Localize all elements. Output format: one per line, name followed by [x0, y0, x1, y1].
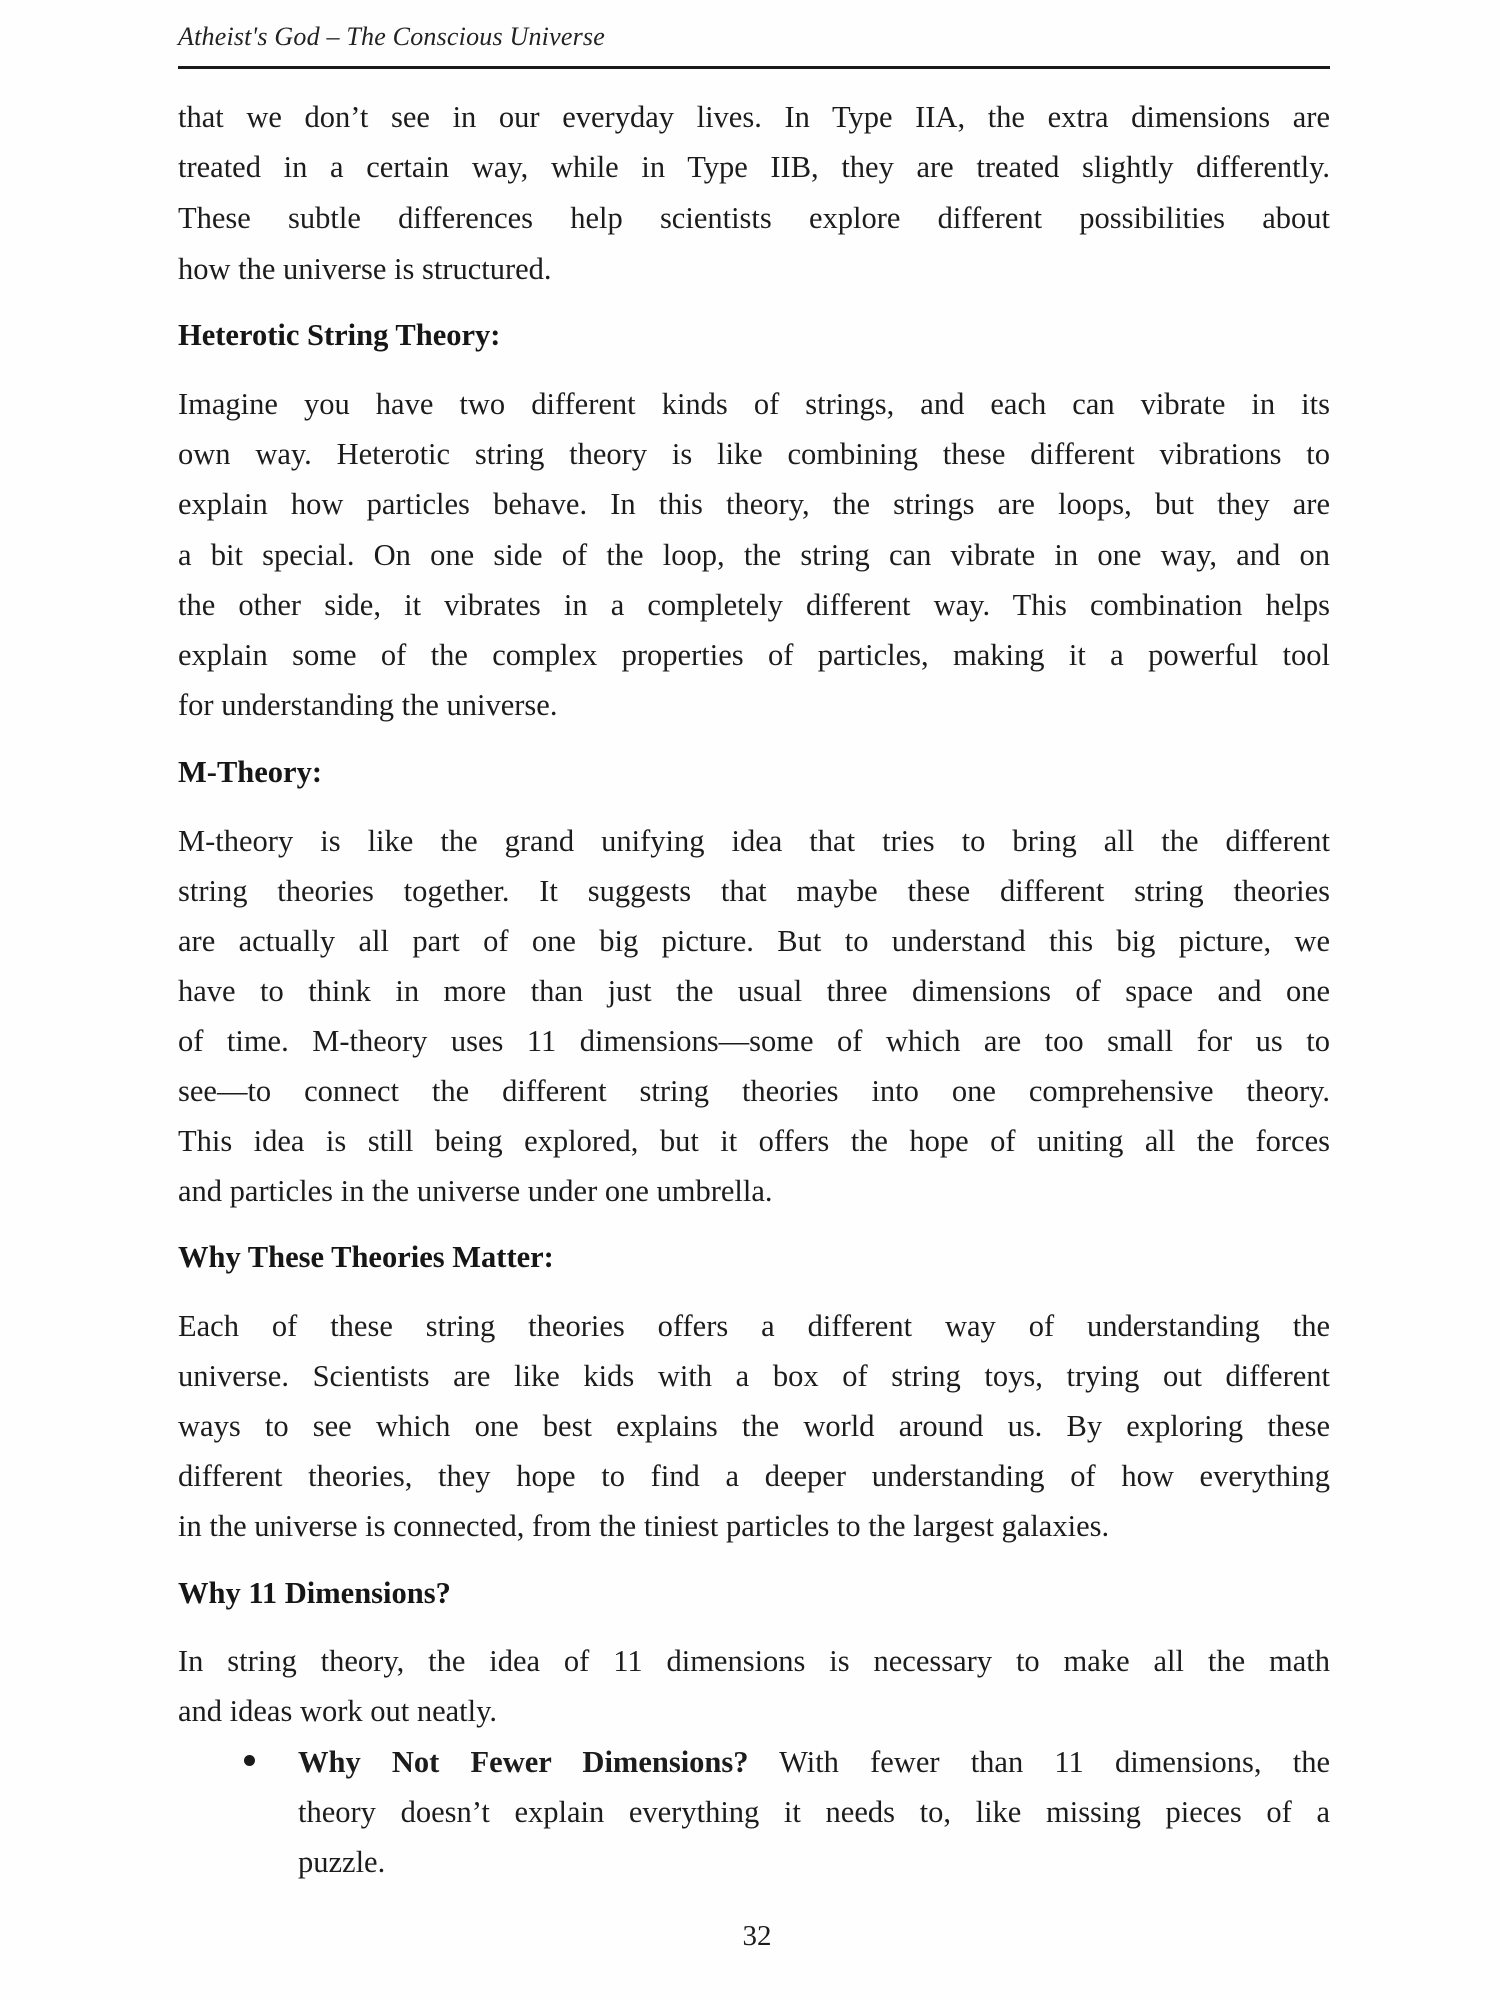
bullet-text: With fewer than 11 dimensions, the [748, 1745, 1330, 1779]
text-line: of time. M-theory uses 11 dimensions—some of which are too small for us to [178, 1024, 1330, 1058]
text-line: This idea is still being explored, but it offers the hope of uniting all the forces [178, 1124, 1330, 1158]
section-heading-heterotic: Heterotic String Theory: [178, 318, 501, 352]
section-heading-why-matter: Why These Theories Matter: [178, 1240, 554, 1274]
text-line: ways to see which one best explains the world around us. By exploring these [178, 1409, 1330, 1443]
text-line: how the universe is structured. [178, 252, 552, 286]
header-rule [178, 66, 1330, 69]
text-line: puzzle. [298, 1845, 386, 1879]
page-number: 32 [742, 1920, 772, 1952]
text-line: that we don’t see in our everyday lives. In Type IIA, the extra dimensions are [178, 100, 1330, 134]
text-line: These subtle differences help scientists explore different possibilities about [178, 201, 1330, 235]
text-line: the other side, it vibrates in a completely different way. This combination helps [178, 588, 1330, 622]
text-line: in the universe is connected, from the tiniest particles to the largest galaxies. [178, 1509, 1110, 1543]
section-heading-m-theory: M-Theory: [178, 755, 322, 789]
text-line: and particles in the universe under one umbrella. [178, 1174, 773, 1208]
text-line: have to think in more than just the usual three dimensions of space and one [178, 974, 1330, 1008]
text-line: different theories, they hope to find a deeper understanding of how everything [178, 1459, 1330, 1493]
text-line: for understanding the universe. [178, 688, 558, 722]
text-line: theory doesn’t explain everything it needs to, like missing pieces of a [298, 1795, 1330, 1829]
text-line: own way. Heterotic string theory is like combining these different vibrations to [178, 437, 1330, 471]
text-line: universe. Scientists are like kids with a box of string toys, trying out different [178, 1359, 1330, 1393]
running-head: Atheist's God – The Conscious Universe [178, 22, 605, 51]
text-line: and ideas work out neatly. [178, 1694, 498, 1728]
text-line: M-theory is like the grand unifying idea that tries to bring all the different [178, 824, 1330, 858]
text-line: In string theory, the idea of 11 dimensions is necessary to make all the math [178, 1644, 1330, 1678]
text-line: string theories together. It suggests that maybe these different string theories [178, 874, 1330, 908]
text-line: see—to connect the different string theories into one comprehensive theory. [178, 1074, 1330, 1108]
text-line: explain how particles behave. In this theory, the strings are loops, but they are [178, 487, 1330, 521]
text-line: Imagine you have two different kinds of strings, and each can vibrate in its [178, 387, 1330, 421]
bullet-icon [244, 1755, 255, 1766]
section-heading-why-11: Why 11 Dimensions? [178, 1576, 451, 1610]
text-line: treated in a certain way, while in Type IIB, they are treated slightly differently. [178, 150, 1330, 184]
text-line: a bit special. On one side of the loop, the string can vibrate in one way, and on [178, 538, 1330, 572]
bullet-bold-lead: Why Not Fewer Dimensions? [298, 1745, 749, 1779]
text-line: are actually all part of one big picture. But to understand this big picture, we [178, 924, 1330, 958]
bullet-item-first-line [298, 1737, 1330, 1787]
text-line: Each of these string theories offers a different way of understanding the [178, 1309, 1330, 1343]
text-line: explain some of the complex properties of particles, making it a powerful tool [178, 638, 1330, 672]
